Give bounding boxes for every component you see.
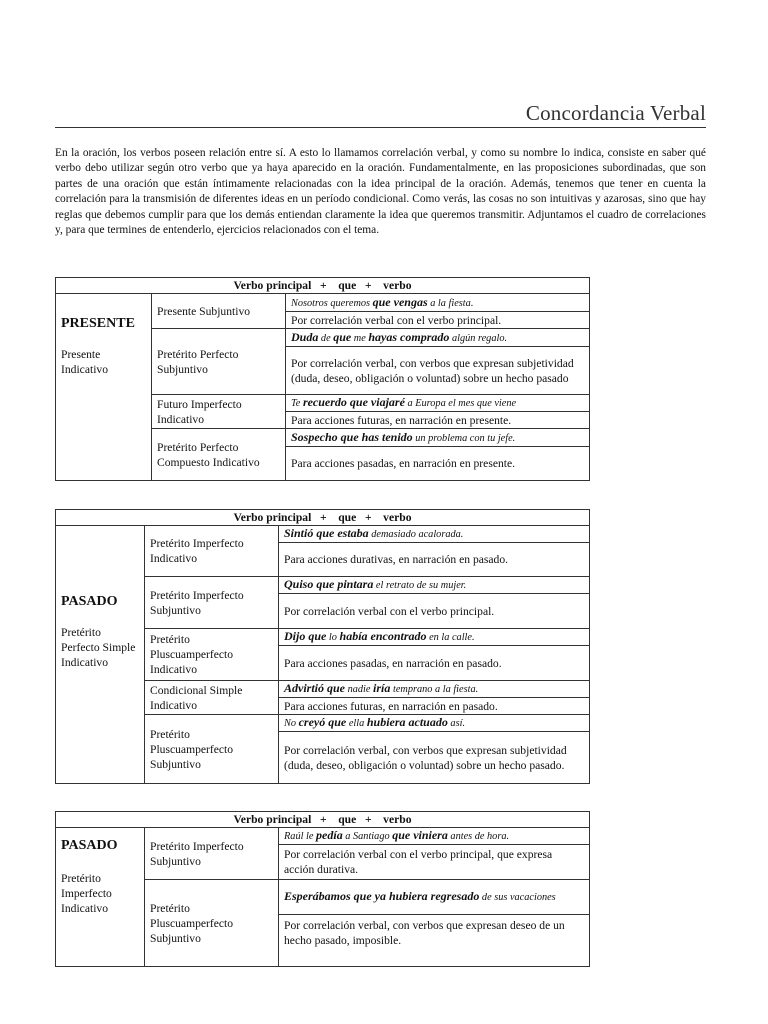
tense-cell: Pretérito Perfecto Subjuntivo [152, 329, 286, 395]
main-verb-heading: PASADO [61, 594, 118, 609]
example-cell: Duda de que me hayas comprado algún regalo. [286, 329, 590, 347]
title-divider [55, 127, 706, 128]
table-header: Verbo principal + que + verbo [56, 812, 590, 828]
explanation-cell: Para acciones pasadas, en narración en presente. [286, 447, 590, 481]
example-cell: Sospecho que has tenido un problema con tu jefe. [286, 429, 590, 447]
explanation-cell: Para acciones futuras, en narración en presente. [286, 412, 590, 429]
page-title: Concordancia Verbal [525, 101, 706, 125]
main-verb-heading: PRESENTE [61, 316, 135, 331]
correlation-table-presente [55, 277, 590, 481]
example-cell: Raúl le pedía a Santiago que viniera antes de hora. [279, 828, 590, 845]
tense-cell: Condicional Simple Indicativo [145, 681, 279, 715]
tense-cell: Pretérito Imperfecto Subjuntivo [145, 828, 279, 880]
correlation-table-pasado-imperfecto [55, 811, 590, 967]
main-verb-cell [56, 294, 152, 481]
tense-cell: Pretérito Imperfecto Subjuntivo [145, 577, 279, 629]
tense-cell: Futuro Imperfecto Indicativo [152, 395, 286, 429]
main-verb-cell [56, 828, 145, 967]
intro-paragraph: En la oración, los verbos poseen relación entre sí. A esto lo llamamos correlación verbal, y como su nombre lo indica, consiste en saber qué verbo debo utilizar según otro verbo que ya haya aparecido en la oración. Fundamentalmente, en las proposiciones subordinadas, que son partes de una oración que están íntimamente relacionadas con la idea principal de la oración. Además, tenemos que tener en cuenta la correlación para la transmisión de diferentes ideas en un período condicional. Como verás, las cosas no son intuitivas y azarosas, sino que hay reglas que debemos cumplir para que los demás entiendan claramente la idea que queremos transmitir. Adjuntamos el cuadro de correlaciones y, para que termines de entenderlo, ejercicios relacionados con el tema. [55, 147, 706, 237]
main-verb-tense: Pretérito Perfecto Simple Indicativo [61, 626, 136, 669]
main-verb-tense: Presente Indicativo [61, 348, 109, 376]
explanation-cell: Por correlación verbal, con verbos que expresan subjetividad (duda, deseo, obligación o voluntad) sobre un hecho pasado. [279, 732, 590, 784]
main-verb-cell [56, 526, 145, 784]
explanation-cell: Para acciones pasadas, en narración en pasado. [279, 646, 590, 681]
explanation-cell: Por correlación verbal, con verbos que expresan deseo de un hecho pasado, imposible. [279, 915, 590, 967]
correlation-table-pasado-simple [55, 509, 590, 784]
example-cell: Nosotros queremos que vengas a la fiesta. [286, 294, 590, 312]
main-verb-heading: PASADO [61, 838, 118, 853]
example-cell: Esperábamos que ya hubiera regresado de sus vacaciones [279, 880, 590, 915]
example-cell: Te recuerdo que viajaré a Europa el mes que viene [286, 395, 590, 412]
example-cell: Quiso que pintara el retrato de su mujer. [279, 577, 590, 594]
tense-cell: Pretérito Pluscuamperfecto Subjuntivo [145, 715, 279, 784]
explanation-cell: Por correlación verbal con el verbo principal, que expresa acción durativa. [279, 845, 590, 880]
main-verb-tense: Pretérito Imperfecto Indicativo [61, 872, 112, 915]
tense-cell: Pretérito Pluscuamperfecto Indicativo [145, 629, 279, 681]
example-cell: Advirtió que nadie iría temprano a la fiesta. [279, 681, 590, 698]
explanation-cell: Por correlación verbal con el verbo principal. [286, 312, 590, 329]
example-cell: Sintió que estaba demasiado acalorada. [279, 526, 590, 543]
tense-cell: Presente Subjuntivo [152, 294, 286, 329]
tense-cell: Pretérito Pluscuamperfecto Subjuntivo [145, 880, 279, 967]
explanation-cell: Por correlación verbal con el verbo principal. [279, 594, 590, 629]
table-header: Verbo principal + que + verbo [56, 278, 590, 294]
example-cell: No creyó que ella hubiera actuado así. [279, 715, 590, 732]
table-header: Verbo principal + que + verbo [56, 510, 590, 526]
explanation-cell: Para acciones futuras, en narración en pasado. [279, 698, 590, 715]
tense-cell: Pretérito Perfecto Compuesto Indicativo [152, 429, 286, 481]
explanation-cell: Por correlación verbal, con verbos que expresan subjetividad (duda, deseo, obligación o voluntad) sobre un hecho pasado [286, 347, 590, 395]
explanation-cell: Para acciones durativas, en narración en pasado. [279, 543, 590, 577]
tense-cell: Pretérito Imperfecto Indicativo [145, 526, 279, 577]
example-cell: Dijo que lo había encontrado en la calle. [279, 629, 590, 646]
